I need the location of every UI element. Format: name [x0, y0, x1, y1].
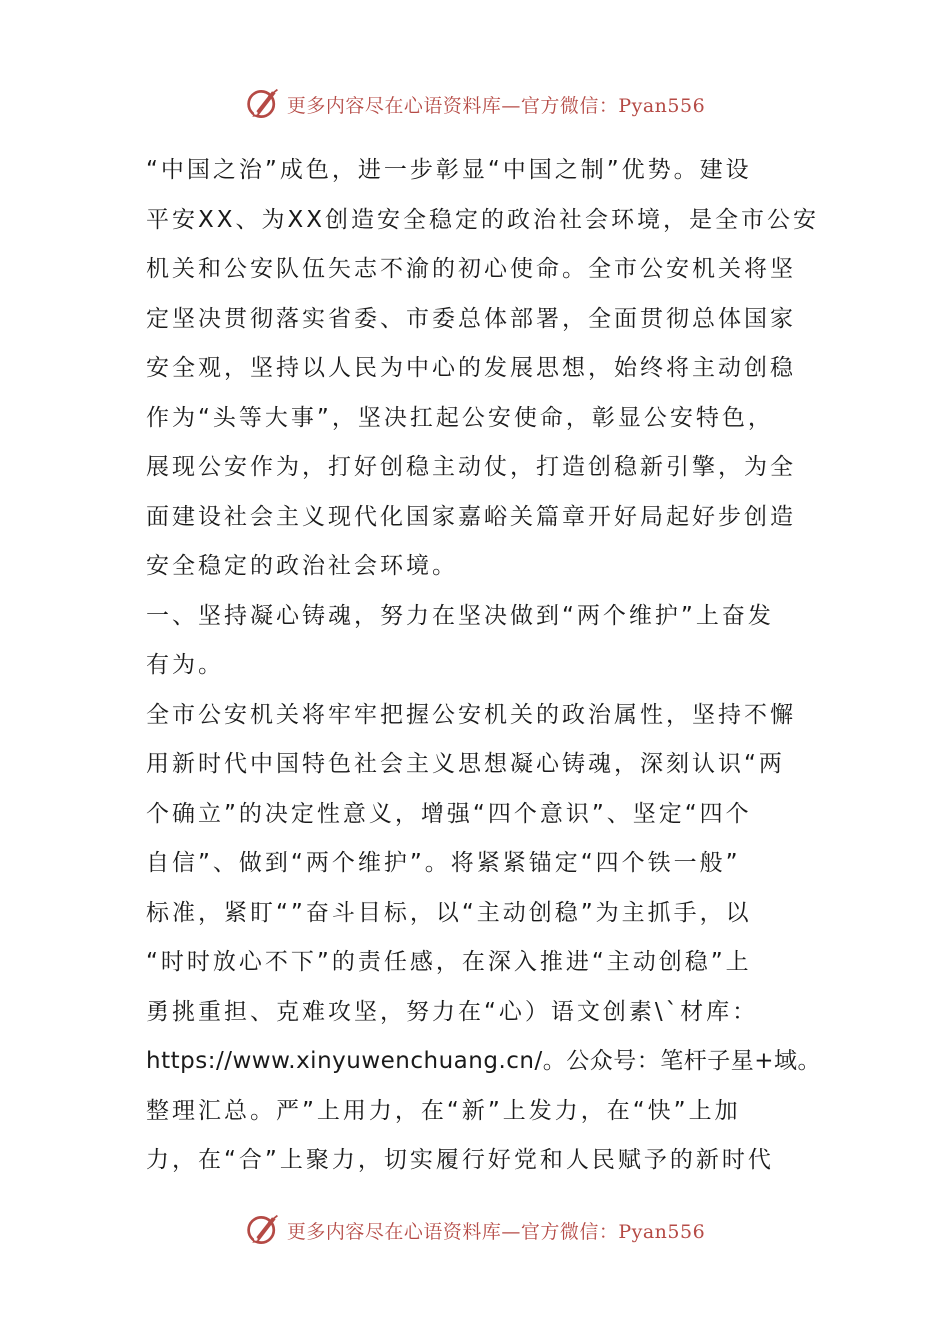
body-line-url: https://www.xinyuwenchuang.cn/。公众号：笔杆子星+域。 [146, 1048, 822, 1074]
body-line: 个确立”的决定性意义，增强“四个意识”、坚定“四个 [146, 800, 752, 827]
body-line: 展现公安作为，打好创稳主动仗，打造创稳新引擎，为全 [146, 454, 796, 480]
section-heading: 有为。 [146, 652, 224, 678]
section-heading: 一、坚持凝心铸魂，努力在坚决做到“两个维护”上奋发 [146, 602, 774, 629]
body-line: 作为“头等大事”，坚决扛起公安使命，彰显公安特色， [146, 404, 774, 431]
body-line: 力，在“合”上聚力，切实履行好党和人民赋予的新时代 [146, 1147, 774, 1173]
body-line: 安全观，坚持以人民为中心的发展思想，始终将主动创稳 [146, 355, 796, 381]
body-line: “时时放心不下”的责任感，在深入推进“主动创稳”上 [146, 949, 752, 975]
body-line: 自信”、做到“两个维护”。将紧紧锚定“四个铁一般” [146, 850, 741, 876]
body-line: 用新时代中国特色社会主义思想凝心铸魂，深刻认识“两 [146, 751, 785, 777]
quill-pen-circle-logo-icon [245, 1212, 281, 1248]
body-line: 整理汇总。严”上用力，在“新”上发力，在“快”上加 [146, 1097, 741, 1124]
body-line: 机关和公安队伍矢志不渝的初心使命。全市公安机关将坚 [146, 256, 796, 282]
body-line: 安全稳定的政治社会环境。 [146, 553, 458, 579]
quill-pen-circle-logo-icon [245, 86, 281, 122]
body-line: 定坚决贯彻落实省委、市委总体部署，全面贯彻总体国家 [146, 305, 796, 332]
header-banner-text: 更多内容尽在心语资料库—官方微信：Pyan556 [286, 94, 706, 117]
body-line: 标准，紧盯“”奋斗目标，以“主动创稳”为主抓手，以 [146, 899, 752, 926]
body-line: 勇挑重担、克难攻坚，努力在“心）语文创素\`材库： [146, 998, 759, 1025]
body-line: 平安XX、为XX创造安全稳定的政治社会环境，是全市公安 [146, 206, 820, 233]
body-line: “中国之治”成色，进一步彰显“中国之制”优势。建设 [146, 157, 752, 183]
header-banner [0, 84, 950, 124]
document-body [146, 146, 822, 1186]
footer-banner-text: 更多内容尽在心语资料库—官方微信：Pyan556 [286, 1220, 706, 1243]
body-line: 面建设社会主义现代化国家嘉峪关篇章开好局起好步创造 [146, 503, 796, 530]
body-line: 全市公安机关将牢牢把握公安机关的政治属性，坚持不懈 [146, 701, 796, 728]
footer-banner [0, 1210, 950, 1250]
